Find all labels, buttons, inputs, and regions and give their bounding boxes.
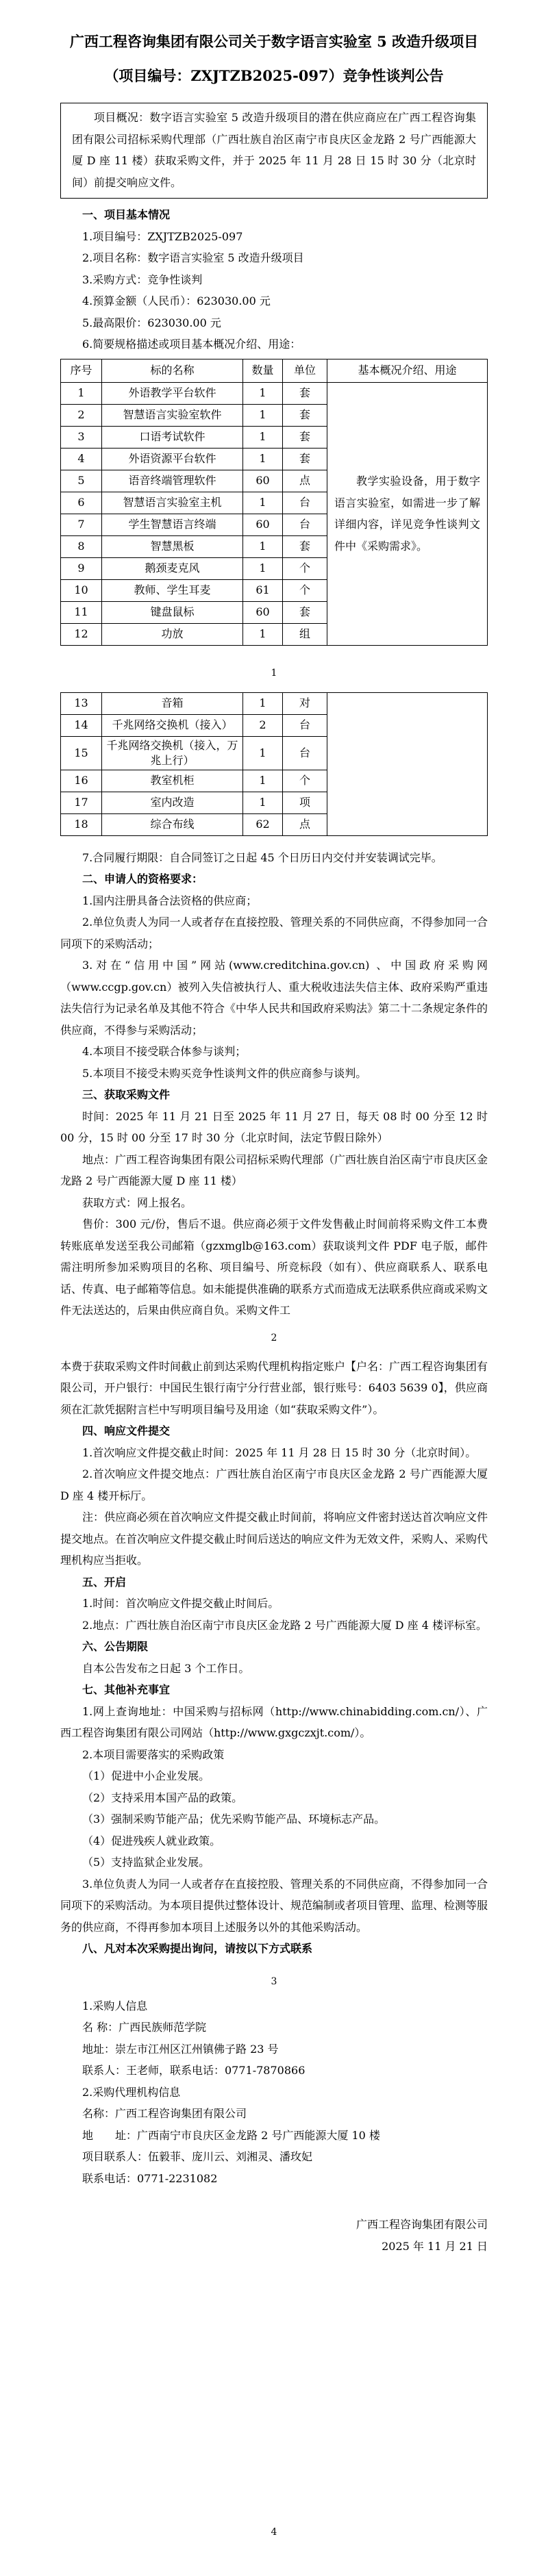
section3-heading: 三、获取采购文件 (82, 1088, 171, 1101)
merged-description-cell (327, 383, 488, 646)
online-query-item: 1.网上查询地址：中国采购与招标网（http://www.chinabidding.com.cn/）、广西工程咨询集团有限公司网站（http://www.gxgczxjt.com/）。 (60, 1704, 488, 1739)
table-cell-no: 2 (61, 405, 102, 427)
section1-heading: 一、项目基本情况 (82, 208, 171, 221)
table-cell-name: 综合布线 (102, 814, 243, 836)
page-number-2: 2 (271, 1332, 277, 1343)
price-cap-item: 5.最高限价：623030.00 元 (82, 316, 221, 329)
agent-contacts: 项目联系人：伍毅菲、庞川云、刘湘灵、潘玫妃 (82, 2150, 313, 2163)
response-place-item: 2.首次响应文件提交地点：广西壮族自治区南宁市良庆区金龙路 2 号广西能源大厦 D 座 4 楼开标厅。 (60, 1467, 488, 1502)
page-number-3: 3 (271, 1975, 277, 1987)
page-title (60, 0, 488, 93)
table-cell-qty: 1 (243, 383, 283, 405)
section4-heading: 四、响应文件提交 (82, 1424, 171, 1437)
table-cell-no: 8 (61, 536, 102, 558)
agent-address: 地 址：广西南宁市良庆区金龙路 2 号广西能源大厦 10 楼 (82, 2128, 380, 2142)
policy-4: （4）促进残疾人就业政策。 (82, 1834, 221, 1847)
table-cell-name: 智慧语言实验室主机 (102, 492, 243, 514)
policy-intro-item: 2.本项目需要落实的采购政策 (82, 1747, 225, 1761)
section8-heading: 八、凡对本次采购提出询问，请按以下方式联系 (82, 1942, 313, 1955)
table-cell-qty: 1 (243, 624, 283, 646)
table-cell-qty: 1 (243, 536, 283, 558)
qualification-item-2: 2.单位负责人为同一人或者存在直接控股、管理关系的不同供应商，不得参加同一合同项下的采购活动； (60, 916, 488, 950)
table-cell-unit: 个 (283, 770, 327, 792)
table-cell-unit: 台 (283, 737, 327, 770)
table-cell-name: 鹅颈麦克风 (102, 558, 243, 580)
merged-description-cell-continued (327, 693, 488, 836)
table-cell-name: 外语教学平台软件 (102, 383, 243, 405)
table-cell-qty: 60 (243, 470, 283, 492)
table-cell-qty: 1 (243, 693, 283, 715)
table-header-name: 标的名称 (102, 359, 243, 383)
project-number-item: 1.项目编号：ZXJTZB2025-097 (82, 229, 243, 243)
table-cell-unit: 点 (283, 814, 327, 836)
response-deadline-item: 1.首次响应文件提交截止时间：2025 年 11 月 28 日 15 时 30 分（北京时间）。 (82, 1445, 477, 1459)
section6-heading: 六、公告期限 (82, 1640, 149, 1653)
table-cell-no: 9 (61, 558, 102, 580)
response-note: 注：供应商必须在首次响应文件提交截止时间前，将响应文件密封送达首次响应文件提交地点。在首次响应文件提交截止时间后送达的响应文件为无效文件，采购人、采购代理机构应当拒收。 (60, 1511, 488, 1567)
table-header-unit: 单位 (283, 359, 327, 383)
table-cell-unit: 套 (283, 383, 327, 405)
table-cell-unit: 台 (283, 715, 327, 737)
table-cell-name: 千兆网络交换机（接入） (102, 715, 243, 737)
items-table-page2 (60, 692, 488, 836)
document-time: 时间：2025 年 11 月 21 日至 2025 年 11 月 27 日，每天 08 时 00 分至 12 时 00 分，15 时 00 分至 17 时 30 分（北京时间，法定节假日除外） (60, 1109, 488, 1144)
page-number-4: 4 (271, 2527, 277, 2538)
table-header-qty: 数量 (243, 359, 283, 383)
table-cell-qty: 1 (243, 770, 283, 792)
table-cell-name: 千兆网络交换机（接入，万兆上行） (102, 737, 243, 770)
table-cell-unit: 组 (283, 624, 327, 646)
table-cell-no: 13 (61, 693, 102, 715)
table-cell-name: 智慧语言实验室软件 (102, 405, 243, 427)
table-cell-no: 12 (61, 624, 102, 646)
section7-heading: 七、其他补充事宜 (82, 1683, 171, 1696)
policy-5: （5）支持监狱企业发展。 (82, 1856, 210, 1869)
announcement-period: 自本公告发布之日起 3 个工作日。 (82, 1661, 250, 1675)
buyer-address: 地址：崇左市江州区江州镇佛子路 23 号 (82, 2042, 279, 2056)
document-method: 获取方式：网上报名。 (82, 1196, 192, 1209)
table-cell-qty: 62 (243, 814, 283, 836)
table-cell-name: 室内改造 (102, 792, 243, 814)
table-cell-qty: 1 (243, 405, 283, 427)
qualification-item-5: 5.本项目不接受未购买竞争性谈判文件的供应商参与谈判。 (82, 1066, 367, 1080)
table-cell-qty: 1 (243, 792, 283, 814)
contract-period-item: 7.合同履行期限：自合同签订之日起 45 个日历日内交付并安装调试完毕。 (82, 850, 443, 864)
buyer-contact: 联系人：王老师，联系电话：0771-7870866 (82, 2064, 306, 2077)
items-table-page1 (60, 359, 488, 646)
table-cell-name: 音箱 (102, 693, 243, 715)
table-cell-no: 7 (61, 514, 102, 536)
table-cell-name: 外语资源平台软件 (102, 449, 243, 470)
agent-name: 名称：广西工程咨询集团有限公司 (82, 2107, 247, 2120)
table-cell-unit: 套 (283, 536, 327, 558)
table-header-no: 序号 (61, 359, 102, 383)
table-cell-unit: 项 (283, 792, 327, 814)
table-cell-unit: 对 (283, 693, 327, 715)
table-cell-unit: 个 (283, 558, 327, 580)
table-cell-no: 1 (61, 383, 102, 405)
table-cell-unit: 套 (283, 427, 327, 449)
agent-info-heading: 2.采购代理机构信息 (82, 2085, 181, 2099)
table-cell-unit: 台 (283, 514, 327, 536)
table-cell-qty: 1 (243, 558, 283, 580)
table-cell-no: 18 (61, 814, 102, 836)
title-line-2: （项目编号：ZXJTZB2025-097）竞争性谈判公告 (104, 67, 444, 84)
table-cell-no: 4 (61, 449, 102, 470)
table-cell-qty: 61 (243, 580, 283, 602)
table-cell-qty: 1 (243, 449, 283, 470)
policy-2: （2）支持采用本国产品的政策。 (82, 1791, 243, 1804)
table-header-desc: 基本概况介绍、用途 (327, 359, 488, 383)
table-cell-unit: 点 (283, 470, 327, 492)
table-cell-name: 智慧黑板 (102, 536, 243, 558)
table-cell-no: 5 (61, 470, 102, 492)
buyer-name: 名 称：广西民族师范学院 (82, 2021, 207, 2034)
document-place: 地点：广西工程咨询集团有限公司招标采购代理部（广西壮族自治区南宁市良庆区金龙路 2 号广西能源大厦 D 座 11 楼） (60, 1152, 488, 1187)
signature-date: 2025 年 11 月 21 日 (382, 2239, 488, 2253)
table-cell-qty: 60 (243, 514, 283, 536)
project-name-item: 2.项目名称：数字语言实验室 5 改造升级项目 (82, 251, 304, 264)
qualification-item-3: 3.对在“信用中国”网站(www.creditchina.gov.cn) 、中国政府采购网（www.ccgp.gov.cn）被列入失信被执行人、重大税收违法失信主体、政府采购严重违法失信行为记录名单及其他不符合《中华人民共和国政府采购法》第二十二条规定条件的供应商，不得参与采购活动； (60, 959, 488, 1037)
table-cell-unit: 套 (283, 602, 327, 624)
merged-description-text: 教学实验设备，用于数字语言实验室，如需进一步了解详细内容，详见竞争性谈判文件中《采购需求》。 (334, 475, 480, 553)
table-cell-no: 11 (61, 602, 102, 624)
table-cell-name: 口语考试软件 (102, 427, 243, 449)
document-price-part2: 本费于获取采购文件时间截止前到达采购代理机构指定账户【户名：广西工程咨询集团有限公司，开户银行：中国民生银行南宁分行营业部，银行账号：6403 5639 0】，供应商须在汇款凭据附言栏中写明项目编号及用途（如“获取采购文件”）。 (60, 1359, 488, 1416)
project-overview-box (60, 103, 488, 199)
table-cell-qty: 2 (243, 715, 283, 737)
table-cell-unit: 台 (283, 492, 327, 514)
document-price-part1: 售价：300 元/份，售后不退。供应商必须于文件发售截止时间前将采购文件工本费转账底单发送至我公司邮箱（gzxmglb@163.com）获取谈判文件 PDF 电子版，邮件需注明所参加采购项目的名称、项目编号、所竞标段（如有）、供应商联系人、联系电话、传真、电子邮箱等信息。如未能提供准确的联系方式而造成无法联系供应商或采购文件无法送达的，后果由供应商自负。采购文件工 (60, 1217, 488, 1317)
table-cell-no: 10 (61, 580, 102, 602)
table-cell-name: 学生智慧语言终端 (102, 514, 243, 536)
table-cell-no: 3 (61, 427, 102, 449)
policy-1: （1）促进中小企业发展。 (82, 1769, 210, 1782)
opening-place-item: 2.地点：广西壮族自治区南宁市良庆区金龙路 2 号广西能源大厦 D 座 4 楼评标室。 (82, 1618, 487, 1632)
buyer-info-heading: 1.采购人信息 (82, 1999, 148, 2012)
table-cell-no: 17 (61, 792, 102, 814)
same-person-rule-item: 3.单位负责人为同一人或者存在直接控股、管理关系的不同供应商，不得参加同一合同项下的采购活动。为本项目提供过整体设计、规范编制或者项目管理、监理、检测等服务的供应商，不得再参加本项目上述服务以外的其他采购活动。 (60, 1877, 488, 1934)
section5-heading: 五、开启 (82, 1575, 127, 1589)
qualification-item-1: 1.国内注册具备合法资格的供应商； (82, 894, 258, 907)
spec-intro-item: 6.简要规格描述或项目基本概况介绍、用途： (82, 338, 301, 351)
signature-company: 广西工程咨询集团有限公司 (356, 2218, 488, 2231)
signature-block (60, 2214, 488, 2257)
agent-phone: 联系电话：0771-2231082 (82, 2171, 218, 2185)
policy-3: （3）强制采购节能产品；优先采购节能产品、环境标志产品。 (82, 1813, 386, 1826)
table-cell-qty: 1 (243, 427, 283, 449)
page-number-1: 1 (271, 667, 277, 679)
table-cell-no: 6 (61, 492, 102, 514)
budget-item: 4.预算金额（人民币）：623030.00 元 (82, 294, 271, 307)
table-cell-name: 语音终端管理软件 (102, 470, 243, 492)
table-cell-qty: 1 (243, 492, 283, 514)
opening-time-item: 1.时间：首次响应文件提交截止时间后。 (82, 1597, 279, 1610)
table-cell-no: 16 (61, 770, 102, 792)
table-cell-name: 教室机柜 (102, 770, 243, 792)
project-overview-text: 项目概况：数字语言实验室 5 改造升级项目的潜在供应商应在广西工程咨询集团有限公司招标采购代理部（广西壮族自治区南宁市良庆区金龙路 2 号广西能源大厦 D 座 11 楼）获取采购文件，并于 2025 年 11 月 28 日 15 时 30 分（北京时间）前提交响应文件。 (72, 111, 476, 189)
table-cell-name: 键盘鼠标 (102, 602, 243, 624)
section2-heading: 二、申请人的资格要求： (82, 872, 203, 885)
procurement-method-item: 3.采购方式：竞争性谈判 (82, 273, 203, 286)
table-cell-unit: 套 (283, 405, 327, 427)
qualification-item-4: 4.本项目不接受联合体参与谈判； (82, 1045, 247, 1058)
title-line-1: 广西工程咨询集团有限公司关于数字语言实验室 5 改造升级项目 (69, 33, 479, 50)
table-cell-unit: 套 (283, 449, 327, 470)
table-cell-name: 功放 (102, 624, 243, 646)
table-cell-name: 教师、学生耳麦 (102, 580, 243, 602)
table-cell-no: 14 (61, 715, 102, 737)
table-cell-qty: 1 (243, 737, 283, 770)
table-cell-qty: 60 (243, 602, 283, 624)
table-cell-unit: 个 (283, 580, 327, 602)
table-cell-no: 15 (61, 737, 102, 770)
